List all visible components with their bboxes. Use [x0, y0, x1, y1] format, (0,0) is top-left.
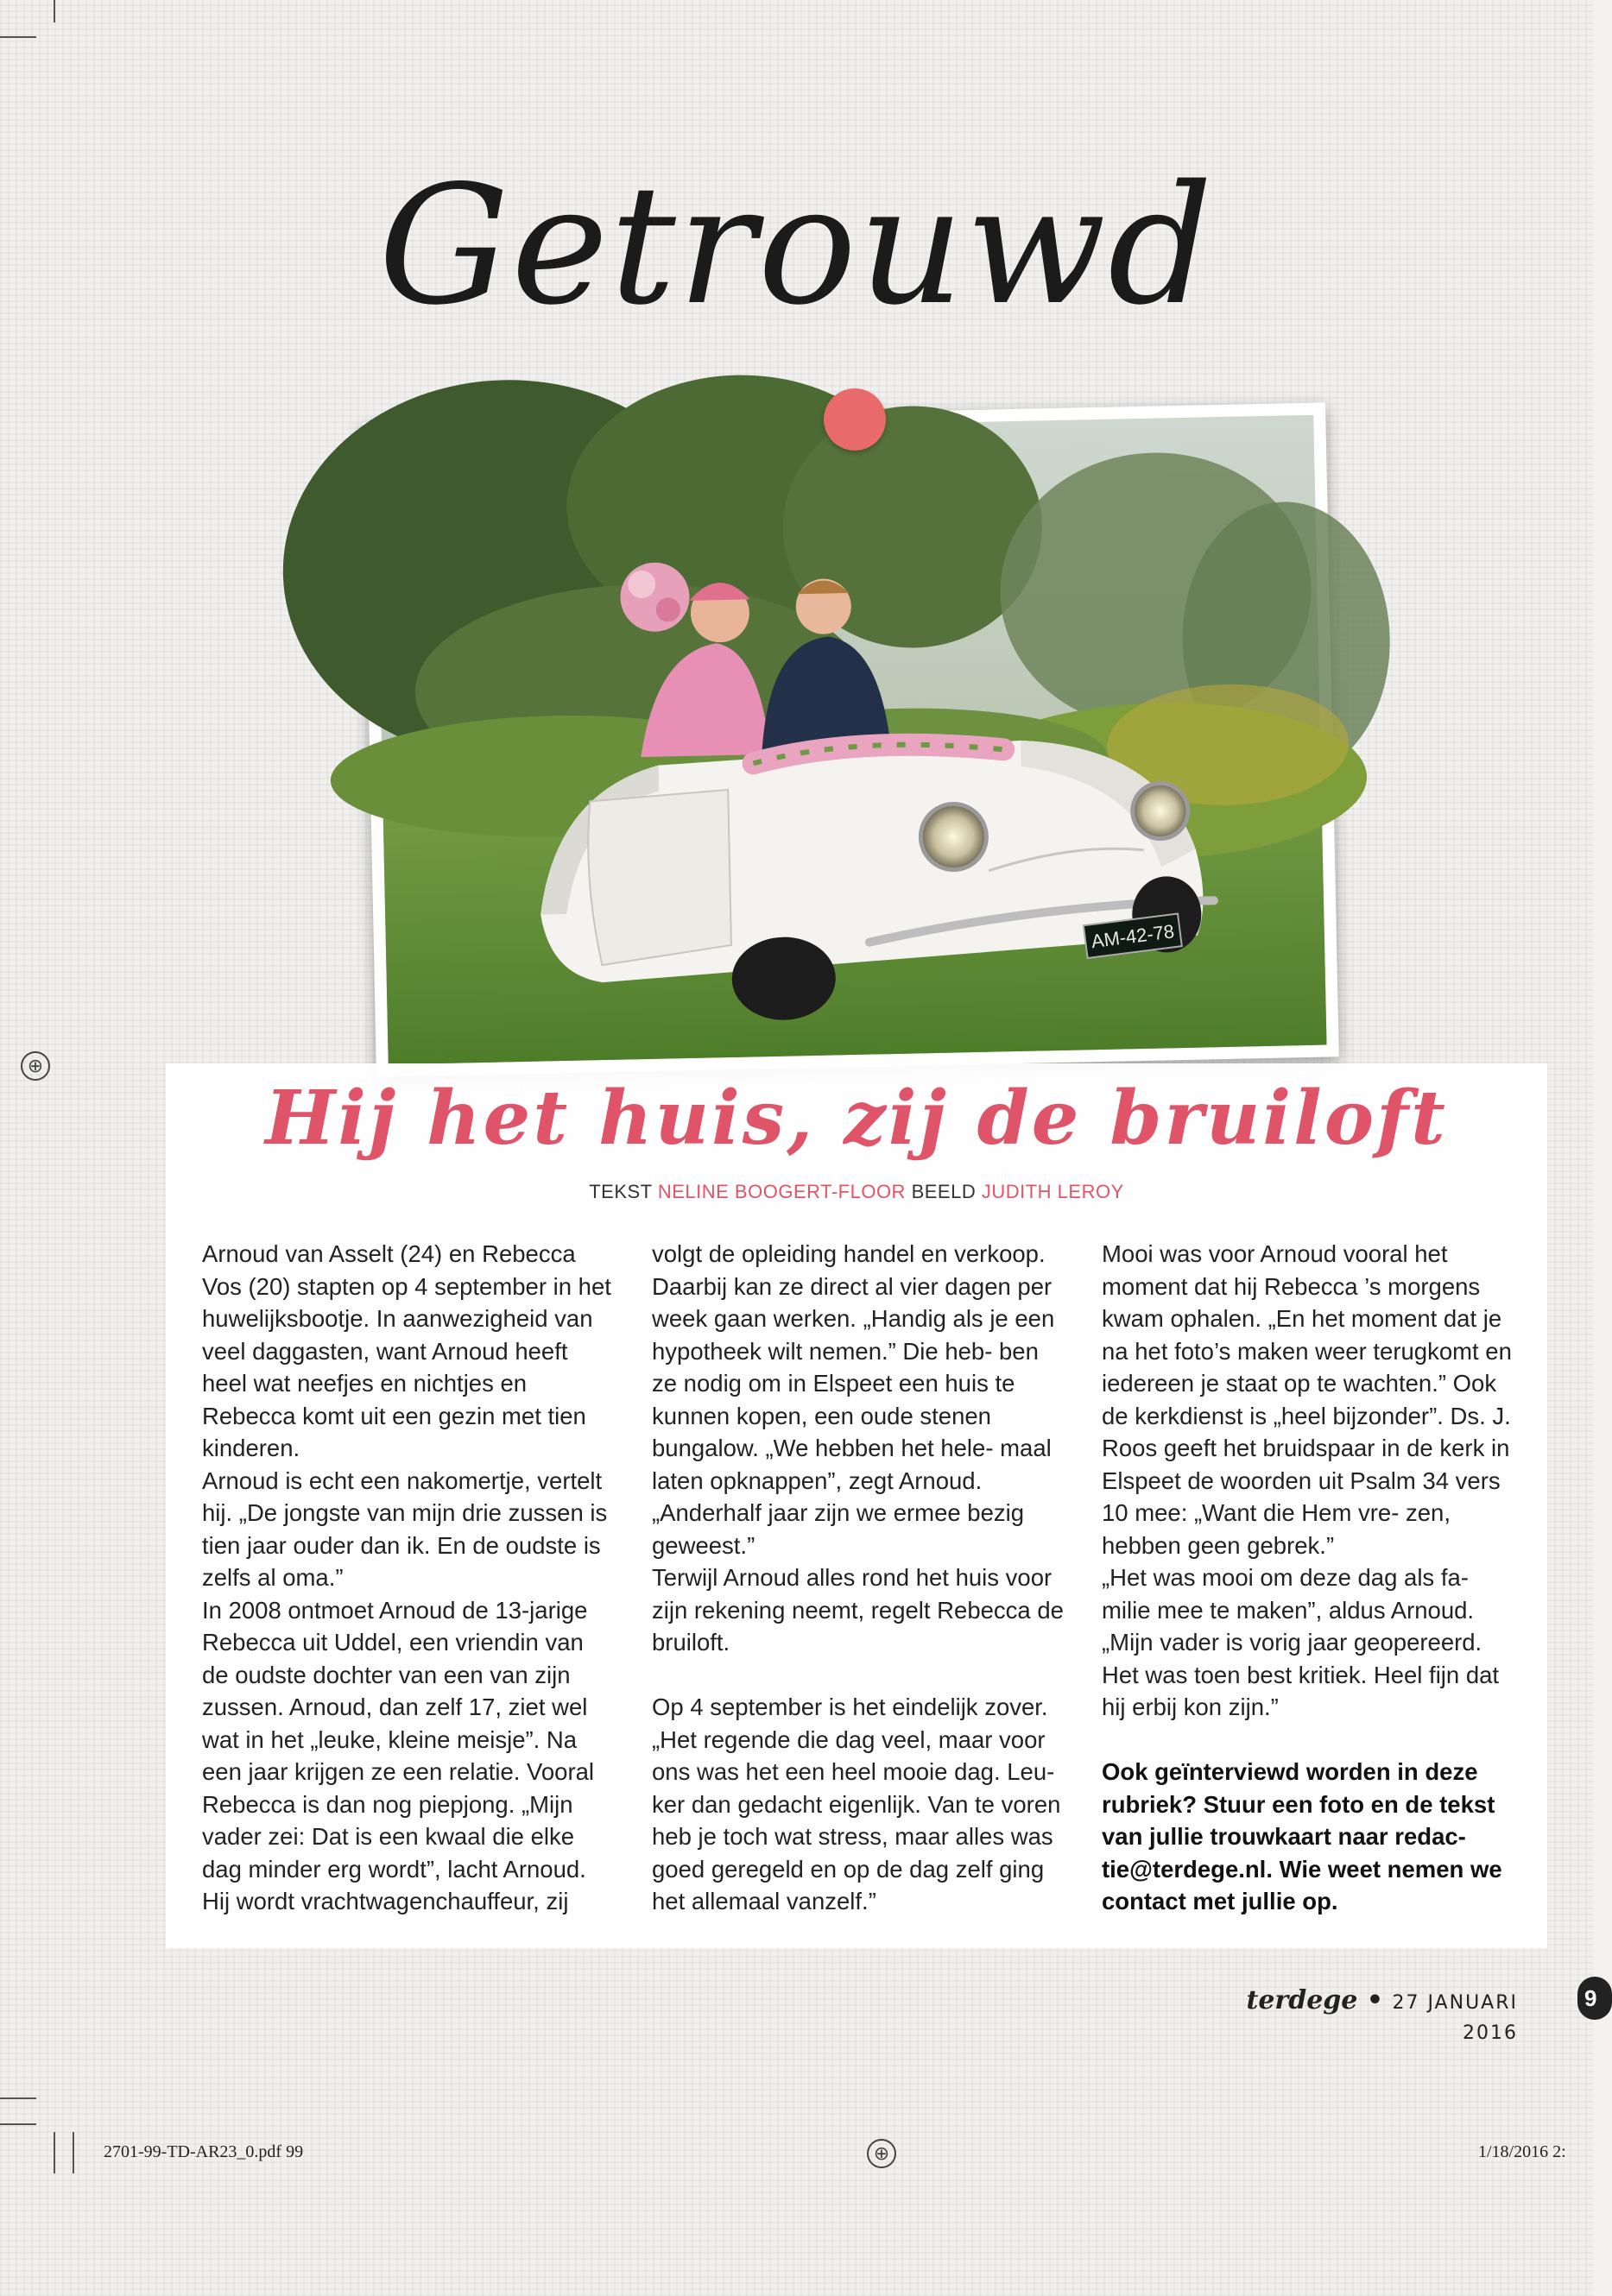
paragraph: In 2008 ontmoet Arnoud de 13-jarige Rebecca uit Uddel, een vriendin van de oudste dochter van een van zijn zussen. Arnoud, dan zelf 17, ziet wel wat in het „leuke, kleine meisje”. Na een jaar krijgen ze een relatie. Vooral Rebecca is dan nog piepjong. „Mijn vader zei: Dat is een kwaal die elke dag minder erg wordt”, lacht Arnoud. Hij wordt vrachtwagenchauffeur, zij	[202, 1596, 595, 1914]
brand-logo: terdege	[1246, 1985, 1358, 2015]
paragraph: Op 4 september is het eindelijk zover. „Het regende die dag veel, maar voor ons was het een heel mooie dag. Leu- ker dan gedacht eigenlijk. Van te voren heb je toch wat stress, maar alles was goed geregeld en op de dag zelf ging het allemaal vanzelf.”	[652, 1694, 1061, 1914]
registration-mark-icon: ⊕	[867, 2139, 896, 2168]
wedding-photo-icon	[375, 415, 1326, 1065]
page-number-tab: 9	[1577, 1977, 1612, 2020]
footer-bullet: •	[1366, 1985, 1384, 2015]
registration-mark-icon: ⊕	[21, 1051, 50, 1081]
paragraph: Arnoud van Asselt (24) en Rebecca Vos (20) stapten op 4 september in het huwelijksbootje. In aanwezigheid van veel daggasten, want Arnoud heeft heel wat neefjes en nichtjes en Rebecca komt uit een gezin met tien kinderen.	[202, 1240, 611, 1461]
credits-photographer: JUDITH LEROY	[981, 1181, 1124, 1202]
photo-frame	[363, 402, 1339, 1076]
print-slug-file: 2701-99-TD-AR23_0.pdf 99	[104, 2142, 304, 2161]
license-plate: AM-42-78	[1090, 920, 1176, 953]
print-slug-date: 1/18/2016 2:	[1478, 2142, 1566, 2161]
credits-image-label: BEELD	[911, 1181, 977, 1202]
page-title: Getrouwd	[378, 150, 1215, 341]
article-column-3	[1102, 1238, 1516, 1918]
paragraph: Terwijl Arnoud alles rond het huis voor zijn rekening neemt, regelt Rebecca de bruiloft.	[652, 1564, 1064, 1656]
paragraph: Arnoud is echt een nakomertje, vertelt hij. „De jongste van mijn drie zussen is tien jaar ouder dan ik. En de oudste is zelfs al oma.”	[202, 1467, 608, 1591]
crop-mark	[54, 2132, 55, 2173]
crop-mark	[54, 0, 55, 22]
article-credits	[166, 1181, 1547, 1203]
paragraph: Mooi was voor Arnoud vooral het moment dat hij Rebecca ’s morgens kwam ophalen. „En het moment dat je na het foto’s maken weer terugkomt en iedereen je staat op te wachten.” Ook de kerkdienst is „heel bijzonder”. Ds. J. Roos geeft het bruidspaar in de kerk in Elspeet de woorden uit Psalm 34 vers 10 mee: „Want die Hem vre- zen, hebben geen gebrek.”	[1102, 1240, 1512, 1559]
page-footer	[1233, 1985, 1518, 2046]
credits-text-label: TEKST	[589, 1181, 653, 1202]
credits-author: NELINE BOOGERT-FLOOR	[657, 1181, 906, 1202]
article-column-1	[202, 1238, 616, 1918]
crop-mark	[0, 2097, 36, 2099]
callout: Ook geïnterviewd worden in deze rubriek? Stuur een foto en de tekst van jullie trouwkaart naar redac- tie@terdege.nl. Wie weet nemen we contact met jullie op.	[1102, 1758, 1502, 1914]
article-column-2	[652, 1238, 1066, 1918]
crop-mark	[0, 2123, 36, 2125]
issue-date: 27 JANUARI 2016	[1392, 1992, 1518, 2044]
article-subhead: Hij het huis, zij de bruiloft	[265, 1075, 1448, 1162]
paragraph: „Het was mooi om deze dag als fa- milie mee te maken”, aldus Arnoud. „Mijn vader is vorig jaar geopereerd. Het was toen best kritiek. Heel fijn dat hij erbij kon zijn.”	[1102, 1564, 1500, 1720]
paragraph: volgt de opleiding handel en verkoop. Daarbij kan ze direct al vier dagen per week gaan werken. „Handig als je een hypotheek wilt nemen.” Die heb- ben ze nodig om in Elspeet een huis te kunnen kopen, een oude stenen bungalow. „We hebben het hele- maal laten opknappen”, zegt Arnoud. „Anderhalf jaar zijn we ermee bezig geweest.”	[652, 1240, 1055, 1559]
crop-mark	[73, 2132, 74, 2173]
crop-mark	[0, 36, 36, 38]
pin-icon	[824, 388, 886, 451]
